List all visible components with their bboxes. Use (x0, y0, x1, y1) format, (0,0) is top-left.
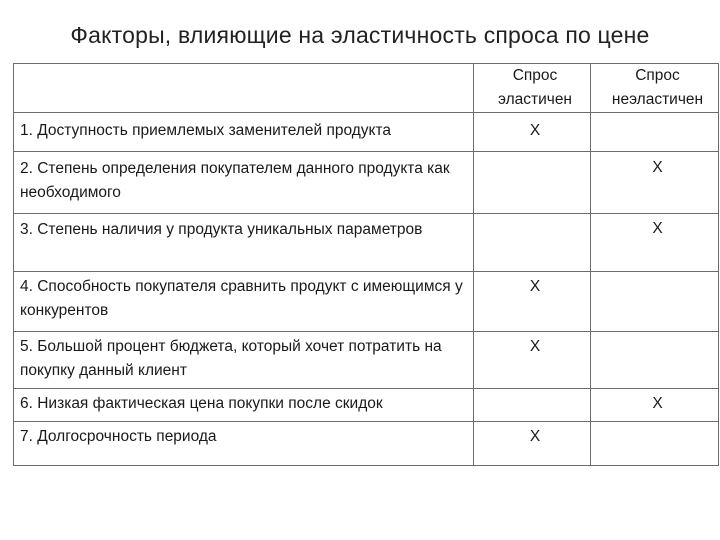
elastic-mark (474, 152, 591, 214)
inelastic-mark: Х (591, 152, 719, 214)
factor-cell: 6. Низкая фактическая цена покупки после скидок (14, 389, 474, 422)
table-row (14, 113, 719, 152)
table-row (14, 272, 719, 332)
inelastic-mark (591, 272, 719, 332)
inelastic-mark (591, 332, 719, 389)
inelastic-mark: Х (591, 214, 719, 272)
table-row (14, 422, 719, 466)
elastic-mark: Х (474, 272, 591, 332)
inelastic-mark (591, 113, 719, 152)
table-row (14, 152, 719, 214)
factor-cell: 1. Доступность приемлемых заменителей продукта (14, 113, 474, 152)
elastic-mark: Х (474, 422, 591, 466)
factor-cell: 4. Способность покупателя сравнить продукт с имеющимся у конкурентов (14, 272, 474, 332)
header-elastic: Спрос эластичен (474, 64, 591, 113)
elasticity-factors-table (13, 63, 719, 466)
table-row (14, 332, 719, 389)
factor-cell: 5. Большой процент бюджета, который хочет потратить на покупку данный клиент (14, 332, 474, 389)
elastic-mark: Х (474, 332, 591, 389)
factor-cell: 2. Степень определения покупателем данного продукта как необходимого (14, 152, 474, 214)
header-factor (14, 64, 474, 113)
inelastic-mark (591, 422, 719, 466)
table-header-row (14, 64, 719, 113)
table-row (14, 214, 719, 272)
factor-cell: 7. Долгосрочность периода (14, 422, 474, 466)
elastic-mark: Х (474, 113, 591, 152)
elastic-mark (474, 214, 591, 272)
table-row (14, 389, 719, 422)
header-inelastic: Спрос неэластичен (591, 64, 719, 113)
inelastic-mark: Х (591, 389, 719, 422)
elastic-mark (474, 389, 591, 422)
factor-cell: 3. Степень наличия у продукта уникальных параметров (14, 214, 474, 272)
page-title: Факторы, влияющие на эластичность спроса по цене (70, 22, 650, 48)
